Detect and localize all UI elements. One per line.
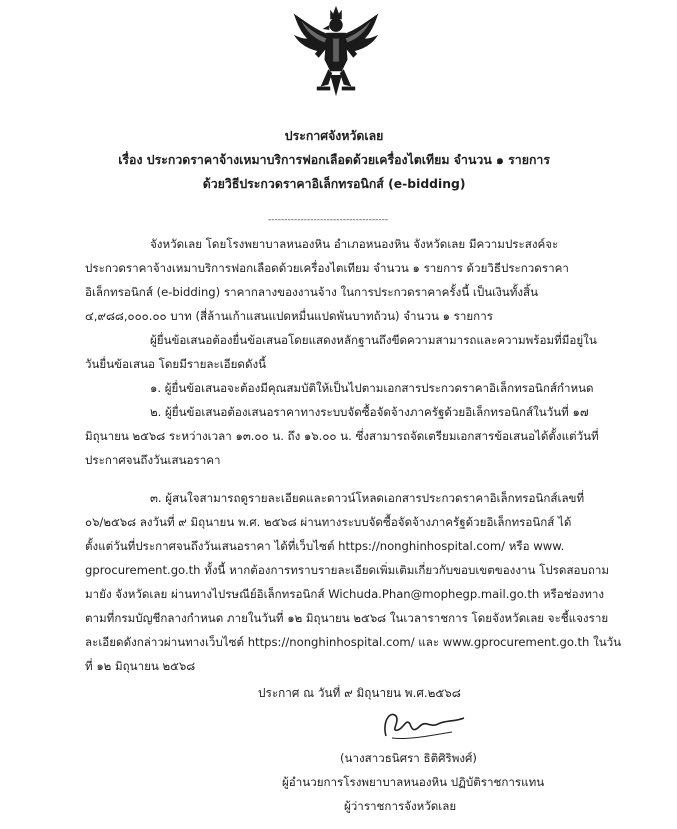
body-line: ๑. ผู้ยื่นข้อเสนอจะต้องมีคุณสมบัติให้เป็นไปตามเอกสารประกวดราคาอิเล็กทรอนิกส์กำหนด xyxy=(150,381,594,395)
announcement-date: ประกาศ ณ วันที่ ๙ มิถุนายน พ.ศ.๒๕๖๘ xyxy=(258,686,461,700)
body-line: ๒. ผู้ยื่นข้อเสนอต้องเสนอราคาทางระบบจัดซื้อจัดจ้างภาครัฐด้วยอิเล็กทรอนิกส์ในวันที่ ๑๗ xyxy=(150,405,589,419)
header-divider: ------------------------------------- xyxy=(268,215,389,225)
body-line: ละเอียดดังกล่าวผ่านทางเว็บไซต์ https://nonghinhospital.com/ และ www.gprocurement.go.th ในวัน xyxy=(85,635,622,649)
body-line: ที่ ๑๒ มิถุนายน ๒๕๖๘ xyxy=(85,659,196,673)
body-line: ตั้งแต่วันที่ประกาศจนถึงวันเสนอราคา ได้ที่เว็บไซต์ https://nonghinhospital.com/ หรือ www. xyxy=(85,539,565,553)
handwritten-signature-icon xyxy=(368,702,478,746)
garuda-emblem-icon xyxy=(288,4,384,100)
body-line: ผู้ยื่นข้อเสนอต้องยื่นข้อเสนอโดยแสดงหลักฐานถึงขีดความสามารถและความพร้อมที่มีอยู่ใน xyxy=(150,333,597,347)
announcement-subject: เรื่อง ประกวดราคาจ้างเหมาบริการฟอกเลือดด้วยเครื่องไตเทียม จำนวน ๑ รายการ xyxy=(118,152,550,167)
body-line: จังหวัดเลย โดยโรงพยาบาลหนองหิน อำเภอหนองหิน จังหวัดเลย มีความประสงค์จะ xyxy=(150,237,559,251)
announcement-heading: ประกาศจังหวัดเลย xyxy=(284,128,384,143)
body-line: ๔,๙๘๘,๐๐๐.๐๐ บาท (สี่ล้านเก้าแสนแปดหมื่นแปดพันบาทถ้วน) จำนวน ๑ รายการ xyxy=(85,309,493,323)
body-line: อิเล็กทรอนิกส์ (e-bidding) ราคากลางของงานจ้าง ในการประกวดราคาครั้งนี้ เป็นเงินทั้งสิ้น xyxy=(85,285,539,299)
body-line: ประกวดราคาจ้างเหมาบริการฟอกเลือดด้วยเครื่องไตเทียม จำนวน ๑ รายการ ด้วยวิธีประกวดราคา xyxy=(85,261,569,275)
signer-name: (นางสาวธนิศรา ธิติศิริพงศ์) xyxy=(340,751,477,765)
body-line: ประกาศจนถึงวันเสนอราคา xyxy=(85,453,221,467)
body-line: ๓. ผู้สนใจสามารถดูรายละเอียดและดาวน์โหลดเอกสารประกวดราคาอิเล็กทรอนิกส์เลขที่ xyxy=(150,491,585,505)
announcement-method: ด้วยวิธีประกวดราคาอิเล็กทรอนิกส์ (e-bidding) xyxy=(202,176,466,191)
signer-title: ผู้ว่าราชการจังหวัดเลย xyxy=(344,799,457,813)
body-line: มิถุนายน ๒๕๖๘ ระหว่างเวลา ๑๓.๐๐ น. ถึง ๑๖.๐๐ น. ซึ่งสามารถจัดเตรียมเอกสารข้อเสนอได้ตั้งแต่วันที่ xyxy=(85,429,599,443)
body-line: gprocurement.go.th ทั้งนี้ หากต้องการทราบรายละเอียดเพิ่มเติมเกี่ยวกับขอบเขตของงาน โปรดสอบถาม xyxy=(85,563,610,577)
body-line: มายัง จังหวัดเลย ผ่านทางไปรษณีย์อิเล็กทรอนิกส์ Wichuda.Phan@mophegp.mail.go.th หรือช่องทาง xyxy=(85,587,605,601)
body-line: ตามที่กรมบัญชีกลางกำหนด ภายในวันที่ ๑๒ มิถุนายน ๒๕๖๘ ในเวลาราชการ โดยจังหวัดเลย จะชี้แจงราย xyxy=(85,611,609,625)
body-line: ๐๖/๒๕๖๘ ลงวันที่ ๙ มิถุนายน พ.ศ. ๒๕๖๘ ผ่านทางระบบจัดซื้อจัดจ้างภาครัฐด้วยอิเล็กทรอนิกส์ ได้ xyxy=(85,515,572,529)
body-line: วันยื่นข้อเสนอ โดยมีรายละเอียดดังนี้ xyxy=(85,357,267,371)
signer-title: ผู้อำนวยการโรงพยาบาลหนองหิน ปฏิบัติราชการแทน xyxy=(282,775,545,789)
